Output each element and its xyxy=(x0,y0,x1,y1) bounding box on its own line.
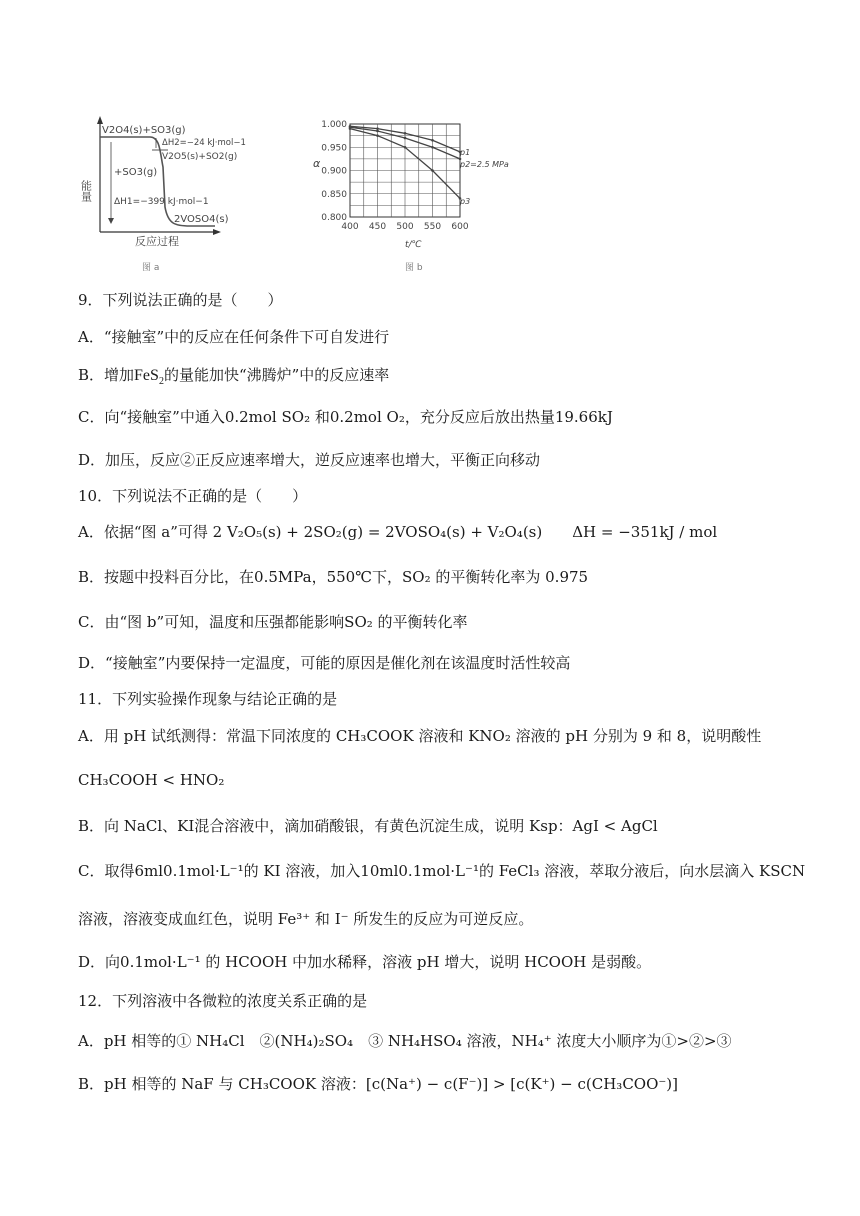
figa-y-arrow xyxy=(97,116,103,124)
x-tick-label: 450 xyxy=(368,222,387,232)
series-point-p2 xyxy=(431,146,434,149)
energy-diagram-figure-a xyxy=(80,112,280,277)
y-tick-label: 1.000 xyxy=(321,120,347,130)
q9-b-sub: 2 xyxy=(158,376,164,387)
q11-option-a-line1: A．用 pH 试纸测得：常温下同浓度的 CH₃COOK 溶液和 KNO₂ 溶液的 pH 分别为 9 和 8，说明酸性 xyxy=(78,727,762,745)
q11-option-a-line2: CH₃COOH < HNO₂ xyxy=(78,771,225,789)
y-tick-label: 0.800 xyxy=(321,213,347,223)
q10-option-b: B．按题中投料百分比，在0.5MPa，550℃下，SO₂ 的平衡转化率为 0.975 xyxy=(78,568,589,586)
q9-stem: 9．下列说法正确的是（ ） xyxy=(78,291,283,309)
figb-p1-label: p1 xyxy=(460,148,471,157)
series-point-p3 xyxy=(376,134,379,137)
figb-xlabel: t/℃ xyxy=(405,240,422,250)
figb-p3-label: p3 xyxy=(460,197,471,206)
q11-option-c-line1: C．取得6ml0.1mol·L⁻¹的 KI 溶液，加入10ml0.1mol·L⁻¹的 FeCl₃ 溶液，萃取分液后，向水层滴入 KSCN xyxy=(78,862,806,880)
figa-caption: 图 a xyxy=(142,263,160,273)
chart-ticks xyxy=(321,120,469,232)
figb-ylabel: α xyxy=(313,157,321,170)
y-tick-label: 0.950 xyxy=(321,143,347,154)
x-tick-label: 500 xyxy=(396,222,414,232)
q9-b-pre: B．增加 xyxy=(78,366,135,384)
series-point-p1 xyxy=(376,127,379,130)
q9-option-c: C．向“接触室”中通入0.2mol SO₂ 和0.2mol O₂，充分反应后放出热量19.66kJ xyxy=(78,408,613,426)
figa-plus-so3: +SO3(g) xyxy=(114,167,158,178)
x-tick-label: 400 xyxy=(341,222,359,232)
figa-dh2: ΔH2=−24 kJ·mol−1 xyxy=(162,138,246,148)
figa-top-state: V2O4(s)+SO3(g) xyxy=(102,125,186,136)
figa-xlabel: 反应过程 xyxy=(135,235,179,248)
q9-b-chem: FeS xyxy=(134,367,159,384)
x-tick-label: 550 xyxy=(423,222,442,232)
q9-b-post: 的量能加快“沸腾炉”中的反应速率 xyxy=(163,366,390,384)
q9-option-d: D．加压，反应②正反应速率增大，逆反应速率也增大，平衡正向移动 xyxy=(78,451,541,469)
q11-option-b: B．向 NaCl、KI混合溶液中，滴加硝酸银，有黄色沉淀生成，说明 Ksp：AgI < AgCl xyxy=(78,817,658,835)
q11-stem: 11．下列实验操作现象与结论正确的是 xyxy=(78,690,338,708)
q10-option-c: C．由“图 b”可知，温度和压强都能影响SO₂ 的平衡转化率 xyxy=(78,613,468,631)
series-point-p1 xyxy=(404,132,407,135)
conversion-chart-figure-b xyxy=(305,112,535,277)
y-tick-label: 0.850 xyxy=(321,189,347,200)
y-tick-label: 0.900 xyxy=(321,166,347,177)
q12-option-a: A．pH 相等的① NH₄Cl ②(NH₄)₂SO₄ ③ NH₄HSO₄ 溶液，NH₄⁺ 浓度大小顺序为①>②>③ xyxy=(78,1032,732,1050)
x-tick-label: 600 xyxy=(451,222,469,232)
figa-dh1: ΔH1=−399 kJ·mol−1 xyxy=(114,197,209,207)
q10-option-d: D．“接触室”内要保持一定温度，可能的原因是催化剂在该温度时活性较高 xyxy=(78,654,571,672)
q11-option-c-line2: 溶液，溶液变成血红色，说明 Fe³⁺ 和 I⁻ 所发生的反应为可逆反应。 xyxy=(78,910,534,928)
series-point-p3 xyxy=(349,127,352,130)
q9-option-a: A．“接触室”中的反应在任何条件下可自发进行 xyxy=(78,328,390,346)
series-point-p1 xyxy=(431,139,434,142)
series-point-p3 xyxy=(431,169,434,172)
figa-bottom-state: 2VOSO4(s) xyxy=(174,214,229,225)
series-point-p3 xyxy=(404,146,407,149)
q10-option-a: A．依据“图 a”可得 2 V₂O₅(s) + 2SO₂(g) = 2VOSO₄(s) + V₂O₄(s) ΔH = −351kJ / mol xyxy=(78,523,718,541)
figb-p2-label: p2=2.5 MPa xyxy=(460,160,509,169)
figa-mid-state: V2O5(s)+SO2(g) xyxy=(162,152,238,162)
q11-option-d: D．向0.1mol·L⁻¹ 的 HCOOH 中加水稀释，溶液 pH 增大，说明 HCOOH 是弱酸。 xyxy=(78,953,652,971)
q12-option-b: B．pH 相等的 NaF 与 CH₃COOK 溶液：[c(Na⁺) − c(F⁻)] > [c(K⁺) − c(CH₃COO⁻)] xyxy=(78,1075,679,1093)
q10-stem: 10．下列说法不正确的是（ ） xyxy=(78,487,308,505)
series-point-p2 xyxy=(404,137,407,140)
figa-ylabel: 能量 xyxy=(80,180,93,202)
q9-option-b xyxy=(78,364,800,387)
q12-stem: 12．下列溶液中各微粒的浓度关系正确的是 xyxy=(78,992,368,1010)
series-point-p2 xyxy=(376,130,379,133)
figa-x-arrow xyxy=(213,229,221,235)
figb-caption: 图 b xyxy=(405,263,423,273)
